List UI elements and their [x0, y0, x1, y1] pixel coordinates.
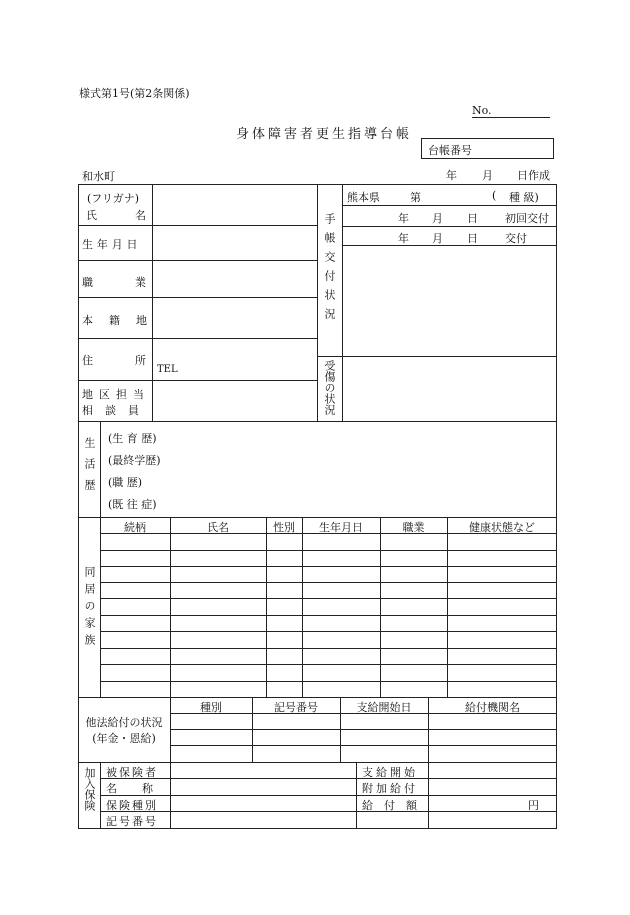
insurance-right-label: 附加給付 — [362, 782, 418, 795]
family-col-header: 続柄 — [124, 521, 146, 534]
district-label-b: 相談員 — [82, 404, 151, 417]
family-col-header: 氏名 — [207, 521, 229, 534]
name-label-b: 名 — [135, 209, 146, 222]
page-title: 身体障害者更生指導台帳 — [236, 127, 413, 142]
injury-label: 受傷の状況 — [323, 360, 336, 415]
occupation-label-a: 職 — [82, 276, 93, 289]
insurance-left-label: 被保険者 — [106, 766, 158, 779]
handbook-dai: 第 — [410, 191, 421, 204]
form-number-label: 様式第1号(第2条関係) — [79, 87, 190, 100]
ledger-number-label: 台帳番号 — [428, 144, 472, 157]
row2-note: 交付 — [505, 232, 527, 245]
row1-year: 年 — [398, 212, 409, 225]
domicile-label: 本籍地 — [82, 314, 163, 327]
furigana-label: (フリガナ) — [87, 192, 140, 205]
benefits-label-b: (年金・恩給) — [92, 732, 156, 745]
row1-note: 初回交付 — [505, 212, 549, 225]
tel-label: TEL — [157, 364, 178, 375]
address-label-a: 住 — [82, 354, 93, 367]
town-name: 和水町 — [82, 170, 115, 183]
created-day: 日作成 — [517, 169, 550, 182]
benefits-col-header: 給付機関名 — [465, 701, 520, 714]
benefits-col-header: 支給開始日 — [356, 701, 412, 714]
row2-year: 年 — [398, 232, 409, 245]
life-history-label: 生活歴 — [83, 437, 96, 500]
handbook-grade: 種 級) — [509, 191, 539, 204]
birth-date-label: 生年月日 — [82, 238, 142, 251]
life-history-item: (生 育 歴) — [108, 432, 157, 445]
row1-month: 月 — [432, 212, 443, 225]
occupation-label-b: 業 — [135, 276, 146, 289]
insurance-left-label: 名称 — [106, 782, 178, 795]
row1-day: 日 — [467, 212, 478, 225]
created-year: 年 — [446, 169, 457, 182]
name-label-a: 氏 — [86, 209, 97, 222]
handbook-grade-open: ( — [492, 189, 497, 202]
ledger-number-box — [421, 138, 554, 159]
insurance-label: 加入保険 — [83, 767, 96, 811]
benefits-col-header: 種別 — [200, 701, 222, 714]
family-col-header: 健康状態など — [469, 521, 535, 534]
no-label: No. — [472, 104, 492, 117]
family-col-header: 性別 — [273, 521, 295, 534]
insurance-left-label: 保険種別 — [106, 799, 158, 812]
family-label: 同居の家族 — [83, 566, 96, 651]
handbook-label: 手帳交付状況 — [323, 213, 336, 327]
life-history-item: (職 歴) — [108, 476, 143, 489]
handbook-prefecture: 熊本県 — [347, 191, 380, 204]
insurance-right-label: 給付額 — [362, 799, 428, 812]
row2-month: 月 — [432, 232, 443, 245]
insurance-left-label: 記号番号 — [106, 815, 158, 828]
created-month: 月 — [482, 169, 493, 182]
benefits-label-a: 他法給付の状況 — [85, 716, 163, 729]
family-col-header: 職業 — [402, 521, 425, 534]
row2-day: 日 — [467, 232, 478, 245]
insurance-right-label: 支給開始 — [362, 766, 418, 779]
family-col-header: 生年月日 — [319, 521, 363, 534]
yen-unit: 円 — [528, 799, 539, 812]
life-history-item: (最終学歴) — [108, 454, 161, 467]
district-label-a: 地区担当 — [82, 388, 150, 401]
address-label-b: 所 — [135, 354, 146, 367]
life-history-item: (既 往 症) — [108, 498, 157, 511]
benefits-col-header: 記号番号 — [274, 701, 318, 714]
